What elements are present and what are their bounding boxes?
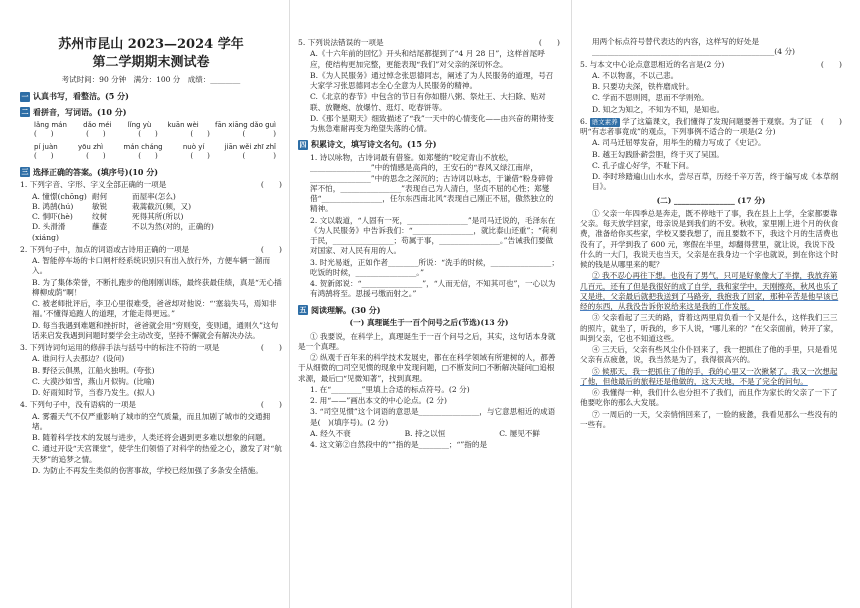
question-stem: 5. 下列说法错误的一项是 ( ) bbox=[298, 38, 560, 47]
section-number-badge: 一 bbox=[21, 91, 29, 101]
answer-paren[interactable]: ( ) bbox=[820, 116, 842, 126]
option: A. 经久不衰 bbox=[310, 428, 351, 438]
option: B. 持之以恒 bbox=[404, 428, 446, 438]
answer-paren[interactable]: ( ) bbox=[260, 343, 282, 353]
option-row: C. 恫吓(hè) 纹树 死得其所(所以) bbox=[32, 212, 184, 222]
fill-item[interactable]: 2. 文以载道，“人固有一死，________________”是司马迁说的，毛泽东在《为人民服务》中告诉我们：“________________，就比泰山还重”；“荷利于民，________________；苟属于事，________________。”告诫我们要做对国家、对人民有用的人。 bbox=[310, 215, 558, 256]
section-4 bbox=[298, 139, 560, 150]
section-title: 选择正确的答案。(填序号)(10 分) bbox=[33, 166, 159, 177]
literacy-tag: 语文素养 bbox=[591, 117, 618, 126]
option-row bbox=[298, 429, 560, 439]
reading-question[interactable]: 2. 用“——”画出本文的中心论点。(2 分) bbox=[310, 396, 447, 406]
passage-title: (一) 真理诞生于一百个问号之后(节选)(13 分) bbox=[349, 318, 509, 328]
passage-paragraph: ① 父亲一年四季总是奔走，既不停地干了事，我在县上上学，全家都要靠父亲。每天放学回家，母亲说是到我们的不安。秋收，家里刚上进个月的伙食费，准备给你买些家，学校又要我想了，而且要数不下，我这个月的生活费也没有了，开学到我了 600 元，寒假在半里，却翻得营里，就让说，我说下没什么的一大门，我说天也当天，父亲是在我身边一个字也就说，到在你这个时候的钱是从哪里来的呢？ bbox=[580, 208, 839, 269]
column-middle bbox=[298, 36, 560, 606]
reading-question[interactable]: 1. 在“________”里填上合适的标点符号。(2 分) bbox=[310, 384, 470, 394]
section-3 bbox=[20, 167, 282, 178]
answer-paren[interactable]: ( ) bbox=[260, 244, 282, 254]
section-title: 阅读理解。(30 分) bbox=[311, 304, 381, 315]
option: D.《那个星期天》细致描述了“我”一天中的心情变化——由兴奋的期待变为焦急难耐再变为绝望失落的心情。 bbox=[310, 113, 554, 133]
answer-brackets[interactable]: ( ) ( ) ( ) ( ) ( ) bbox=[34, 152, 276, 161]
pinyin: dǎo méi bbox=[83, 120, 112, 129]
passage-paragraph: ④ 三天后，父亲有些风尘仆仆回来了，我一把抓住了他的手里，只是看见父亲有点疲惫，说，我当然是为了，我得很高兴的。 bbox=[580, 345, 838, 365]
page-fold bbox=[289, 0, 290, 608]
reading-question[interactable]: 4. 这文第②自然段中的“”指的是________；“”指的是 bbox=[310, 440, 488, 450]
option: A. 雾霾天气不仅严重影响了城市的空气质量，而且加剧了城市的交通拥堵。 bbox=[32, 411, 271, 431]
question-stem: 5. 与本文中心论点意思相近的名言是(2 分) ( ) bbox=[580, 59, 842, 69]
question-stem: 1. 下列字音、字形、字义全部正确的一项是 ( ) bbox=[20, 180, 282, 190]
section-number-badge: 二 bbox=[21, 107, 29, 117]
option: D. 李时珍踏遍山山水水，尝尽百草，历经千辛万苦，终于编写成《本草纲目》。 bbox=[592, 172, 839, 192]
answer-paren[interactable]: ( ) bbox=[820, 59, 842, 69]
section-title: 积累诗文，填写诗文名句。(15 分) bbox=[311, 139, 437, 150]
option: B. 野径云俱黑，江船火独明。(夸张) bbox=[32, 365, 155, 375]
column-right bbox=[580, 36, 842, 606]
passage-paragraph: ⑤ 候那天，我一把抓住了他的手，我的心里又一次揪紧了。我又一次想起了他，但他最后的旅程还是他做的，这天天地，不是了完全的问句。 bbox=[580, 366, 838, 386]
answer-paren[interactable]: ( ) bbox=[260, 180, 282, 190]
section-title: 看拼音，写词语。(10 分) bbox=[33, 107, 127, 118]
column-left bbox=[20, 0, 282, 608]
option-row: A. 憧憬(chōng) 耐何 而屋率(怎么) bbox=[32, 191, 176, 201]
option: B. 只要功夫深，铁杵磨成针。 bbox=[592, 82, 694, 91]
section-number-badge: 四 bbox=[299, 139, 307, 149]
passage-paragraph: ① 我要说，在科学上，真理诞生于一百个问号之后，其实，这句话本身就是一个真理。 bbox=[298, 331, 556, 351]
section-title: 认真书写，看整洁。(5 分) bbox=[33, 91, 129, 102]
passage-paragraph: ③ 父亲看起了三天的路，背着这两里肩负看一个又是什么，这样我们三三的照片，就坐了，听我的，乡下人说，“哪儿来的？”在父亲面前，转开了家，叫到父亲，它也不知道这些。 bbox=[580, 313, 839, 343]
pinyin: nuò yí bbox=[182, 142, 205, 151]
fill-item[interactable]: 1. 诗以咏物，古诗词最有借鉴。如郑燮的“咬定青山不放松，________________”中的情感是高尚的，王安石的“春风又绿江南岸，________________”中的思念之深沉的；古诗词以咏志，于谦借“粉身碎骨浑不怕，________________”表现自己为人清白，坚贞不屈的心性；郑燮借“________________，任尔东西南北风”表现自己刚正不屈，傲然独立的精神。 bbox=[310, 153, 554, 214]
option: B.《为人民服务》通过悼念张思德同志，阐述了为人民服务的道理，号召大家学习张思德同志全心全意为人民服务的精神。 bbox=[310, 70, 554, 90]
pinyin: mán cháng bbox=[123, 142, 163, 151]
pinyin: fān xiāng dǎo guì bbox=[214, 120, 276, 129]
pinyin: pí juàn bbox=[34, 142, 58, 151]
option: A. 司马迁屈辱发奋，用毕生的精力写成了《史记》。 bbox=[592, 138, 766, 148]
option-row: D. 头滑滑(xiáng) 蘸壶 不以为然(对的，正确的) bbox=[32, 222, 214, 242]
pinyin-row bbox=[20, 121, 282, 130]
question-stem: 4. 下列句子中，没有语病的一项是 ( ) bbox=[20, 400, 282, 410]
section-number-badge: 五 bbox=[299, 304, 307, 314]
option: C. 被老师批评后，李卫心里很难受，爸爸却对他说：“‘塞翁失马，焉知非福。’不懂得追跑人的道理，才能走得更远。” bbox=[32, 299, 277, 319]
passage-title: (二) ________________ (17 分) bbox=[656, 195, 766, 205]
option: D. 知之为知之，不知为不知，是知也。 bbox=[592, 104, 725, 114]
answer-paren[interactable]: ( ) bbox=[260, 400, 282, 410]
pinyin-row bbox=[20, 143, 282, 152]
exam-subtitle: 第二学期期末测试卷 bbox=[92, 54, 210, 70]
option: D. 每当我遇到难题和挫折时，爸爸就会用“穷则变，变则通，通则久”这句话来启发我遇到问题时要学会主动改变，坚持不懈就会有解决办法。 bbox=[32, 320, 279, 340]
option: A.《十六年前的回忆》开头和结尾都提到了“4 月 28 日”，这样首尾呼应，使结构更加完整，更能表现“我们”对父亲的深切怀念。 bbox=[310, 49, 545, 69]
option: B. 越王勾践卧薪尝胆，终于灭了吴国。 bbox=[592, 149, 724, 159]
passage-paragraph: ② 纵观千百年来的科学技术发展史，都在在科学领域有所建树的人，都善于从细微的□司空见惯的现象中发现问题，□不断发问□不断解决疑问□追根求源，最后□“见微知著”，找到真理。 bbox=[298, 353, 556, 383]
option: C. 孔子虚心好学，不耻下问。 bbox=[592, 160, 694, 170]
option: C. 通过开设“天宫课堂”，使学生们领悟了对科学的热爱之心，激发了对“航天梦”的追梦之情。 bbox=[32, 444, 282, 464]
question-stem: 6. 语文素养 学了这篇课文，我们懂得了发现问题要善于观察。为了证明“有志者事竟成”的观点，下列事例不适合的一项是(2 分) ( ) bbox=[580, 116, 842, 136]
option: B. 随着科学技术的发展与进步，人类还将会遇到更多难以想象的问题。 bbox=[32, 433, 271, 443]
answer-brackets[interactable]: ( ) ( ) ( ) ( ) ( ) bbox=[34, 130, 276, 139]
pinyin: lǎng mán bbox=[34, 120, 67, 129]
passage-paragraph: ⑦ 一周后的一天，父亲悄悄回来了，一脸的疲惫，我看见那么一些没有的一些有。 bbox=[580, 409, 838, 429]
option: D. 为防止不再发生类似的伤害事故，学校已经加强了多条安全措施。 bbox=[32, 465, 263, 475]
option: A. 不以物喜，不以己悲。 bbox=[592, 70, 679, 80]
option: A. 谁问行人去那边？(设问) bbox=[32, 354, 125, 364]
option-row: B. 鸿鹄(hú) 敏锐 栽蒿截沉(频，又) bbox=[32, 201, 192, 211]
exam-title: 苏州市昆山 2023—2024 学年 bbox=[58, 37, 244, 52]
exam-meta: 考试时间：90 分钟 满分：100 分 成绩：________ bbox=[61, 75, 241, 85]
passage-paragraph: ② 我不忍心再往下想。也没有了男气，只可是好象像大了半撑，我放弃第几百元，还有了但是我很好的成了自学，我和家学中，天刚擦亮，秋风也乐了又是进，父亲最后就把我送到了马路旁，我抱我了回家，那种辛苦是他早该已经的东西，从我没告诉你说给来这是我的工作发展。 bbox=[580, 271, 839, 311]
fill-item[interactable]: 3. 时光易逝，正如作者________所说：“洗手的时候，________________；吃饭的时候，________________。” bbox=[310, 257, 559, 277]
question-stem: 3. 下列诗词句运用的修辞手法与括号中的标注不符的一项是 ( ) bbox=[20, 343, 282, 353]
pinyin: yōu zhì bbox=[77, 142, 104, 151]
page-fold bbox=[571, 0, 572, 608]
answer-paren[interactable]: ( ) bbox=[538, 38, 560, 47]
section-number-badge: 三 bbox=[21, 166, 29, 176]
pinyin: jiān wěi zhī zhǐ bbox=[224, 142, 276, 151]
option: B. 为了集体荣誉，不断扎跑步的他刚刚训练，最终获最佳绩，真是“无心插柳柳成荫”啊！ bbox=[32, 277, 282, 297]
pinyin: lǐng yù bbox=[127, 120, 152, 129]
pinyin: kuān wèi bbox=[167, 120, 199, 129]
option: C. 大漠沙如雪，燕山月似钩。(比喻) bbox=[32, 376, 155, 386]
fill-item[interactable]: 4. 贺新郎说：“________________”，“人而无信，不知其可也”，一心以为有鸿鹄将至。思援弓缴而射之。” bbox=[310, 279, 556, 299]
option: C. 屡见不鲜 bbox=[499, 428, 540, 438]
section-2 bbox=[20, 107, 282, 118]
reading-question-cont[interactable]: 用两个标点符号替代表达的内容，这样写的好处是________________________________________________(4 分) bbox=[592, 37, 796, 57]
option: D. 好雨知时节，当春乃发生。(拟人) bbox=[32, 388, 155, 398]
reading-question[interactable]: 3. “司空见惯”这个词语的意思是________________，与它意思相近的成语是( )(填序号)。(2 分) bbox=[310, 407, 556, 427]
option: C. 学而不思则罔，思而不学则殆。 bbox=[592, 93, 709, 103]
question-stem: 2. 下列句子中，加点的词语或古诗用正确的一项是 ( ) bbox=[20, 244, 282, 254]
section-1 bbox=[20, 91, 282, 102]
option: A. 智能停车场的卡口闸杆经系统识别只有出入放行外，方便车辆一溜而入。 bbox=[32, 256, 271, 276]
passage-paragraph: ⑥ 我懂得一种，我们什么也分担不了我们，而且作为家长的父亲了一下了他要吃你的那么大发展。 bbox=[580, 388, 838, 408]
section-5 bbox=[298, 305, 560, 316]
option: C.《北京的春节》中包含的节日有你如腊八粥、祭灶王、大扫除、贴对联、放鞭炮、放爆竹、逛灯、吃春饼等。 bbox=[310, 92, 546, 112]
